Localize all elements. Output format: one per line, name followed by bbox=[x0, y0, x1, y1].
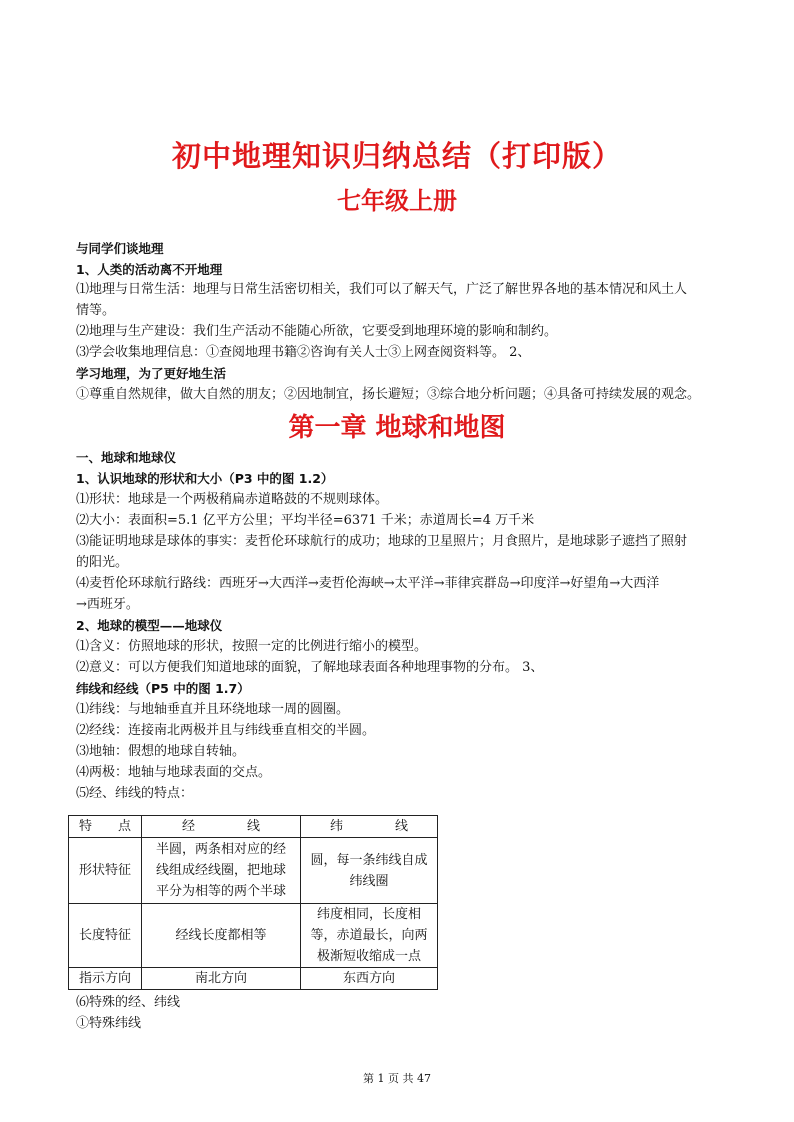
paragraph-line: ⑴地理与日常生活：地理与日常生活密切相关，我们可以了解天气，广泛了解世界各地的基本情况和风土人 bbox=[76, 282, 688, 297]
cell-line: 纬度相同，长度相 bbox=[316, 907, 421, 922]
cell-line: 纬线圈 bbox=[349, 873, 389, 889]
table-row bbox=[69, 838, 438, 904]
section-heading: 2、地球的模型——地球仪 bbox=[76, 618, 223, 633]
cell-line: 极渐短收缩成一点 bbox=[316, 949, 421, 964]
table-cell bbox=[301, 904, 438, 968]
paragraph-line: ⑹特殊的经、纬线 bbox=[76, 995, 181, 1010]
document-subtitle: 七年级上册 bbox=[337, 187, 457, 215]
section-heading: 1、人类的活动离不开地理 bbox=[76, 262, 223, 277]
paragraph-line: ⑵大小：表面积=5.1 亿平方公里；平均半径=6371 千米；赤道周长=4 万千米 bbox=[76, 513, 535, 528]
cell-line: 线组成经线圈，把地球 bbox=[155, 863, 286, 878]
paragraph-line: ①特殊纬线 bbox=[76, 1016, 142, 1031]
paragraph-line: ⑵地理与生产建设：我们生产活动不能随心所欲，它要受到地理环境的影响和制约。 bbox=[76, 324, 558, 339]
table-header-cell: 特 点 bbox=[69, 816, 142, 838]
paragraph-line: ⑴纬线：与地轴垂直并且环绕地球一周的圆圈。 bbox=[76, 702, 350, 717]
cell-line: 平分为相等的两个半球 bbox=[155, 884, 286, 899]
paragraph-line: ⑴形状：地球是一个两极稍扁赤道略鼓的不规则球体。 bbox=[76, 492, 389, 507]
paragraph-line: 情等。 bbox=[76, 303, 116, 318]
paragraph-line: ⑶学会收集地理信息：①查阅地理书籍②咨询有关人士③上网查阅资料等。 2、 bbox=[76, 345, 531, 360]
table-cell bbox=[142, 838, 301, 904]
section-heading: 1、认识地球的形状和大小（P3 中的图 1.2） bbox=[76, 471, 334, 486]
cell-line: 经线长度都相等 bbox=[175, 928, 267, 943]
cell-line: 圆，每一条纬线自成 bbox=[310, 852, 428, 868]
paragraph-line: ⑶能证明地球是球体的事实：麦哲伦环球航行的成功；地球的卫星照片；月食照片，是地球影子遮挡了照射 bbox=[76, 534, 688, 549]
paragraph-line: ⑴含义：仿照地球的形状，按照一定的比例进行缩小的模型。 bbox=[76, 639, 428, 654]
table-cell bbox=[142, 904, 301, 968]
cell-line: 半圆，两条相对应的经 bbox=[155, 842, 286, 857]
table-header-cell: 经 线 bbox=[142, 816, 301, 838]
paragraph-line: 的阳光。 bbox=[76, 555, 129, 570]
page-number: 第 1 页 共 47 bbox=[363, 1072, 431, 1085]
paragraph-line: →西班牙。 bbox=[76, 597, 139, 612]
paragraph-line: ⑷麦哲伦环球航行路线：西班牙→大西洋→麦哲伦海峡→太平洋→菲律宾群岛→印度洋→好望角→大西洋 bbox=[76, 576, 660, 591]
latitude-longitude-table bbox=[68, 815, 438, 990]
paragraph-line: ①尊重自然规律，做大自然的朋友；②因地制宜，扬长避短；③综合地分析问题；④具备可持续发展的观念。 bbox=[76, 387, 701, 402]
row-label: 形状特征 bbox=[69, 838, 142, 904]
table-cell: 东西方向 bbox=[301, 968, 438, 990]
row-label: 长度特征 bbox=[69, 904, 142, 968]
intro-heading: 与同学们谈地理 bbox=[76, 241, 164, 256]
paragraph-line: ⑵经线：连接南北两极并且与纬线垂直相交的半圆。 bbox=[76, 723, 376, 738]
section-heading: 纬线和经线（P5 中的图 1.7） bbox=[76, 681, 250, 696]
table-header-cell: 纬 线 bbox=[301, 816, 438, 838]
table-cell: 南北方向 bbox=[142, 968, 301, 990]
row-label: 指示方向 bbox=[69, 968, 142, 990]
table-row bbox=[69, 904, 438, 968]
paragraph-line: ⑵意义：可以方便我们知道地球的面貌，了解地球表面各种地理事物的分布。 3、 bbox=[76, 660, 544, 675]
paragraph-line: ⑸经、纬线的特点： bbox=[76, 786, 194, 801]
section-heading: 一、地球和地球仪 bbox=[76, 450, 177, 465]
section-heading: 学习地理，为了更好地生活 bbox=[76, 366, 227, 381]
table-cell bbox=[301, 838, 438, 904]
paragraph-line: ⑶地轴：假想的地球自转轴。 bbox=[76, 744, 246, 759]
table-row bbox=[69, 968, 438, 990]
chapter-title: 第一章 地球和地图 bbox=[288, 413, 506, 443]
document-title: 初中地理知识归纳总结（打印版） bbox=[171, 139, 622, 173]
table-header-row bbox=[69, 816, 438, 838]
paragraph-line: ⑷两极：地轴与地球表面的交点。 bbox=[76, 765, 272, 780]
cell-line: 等，赤道最长，向两 bbox=[310, 928, 428, 943]
